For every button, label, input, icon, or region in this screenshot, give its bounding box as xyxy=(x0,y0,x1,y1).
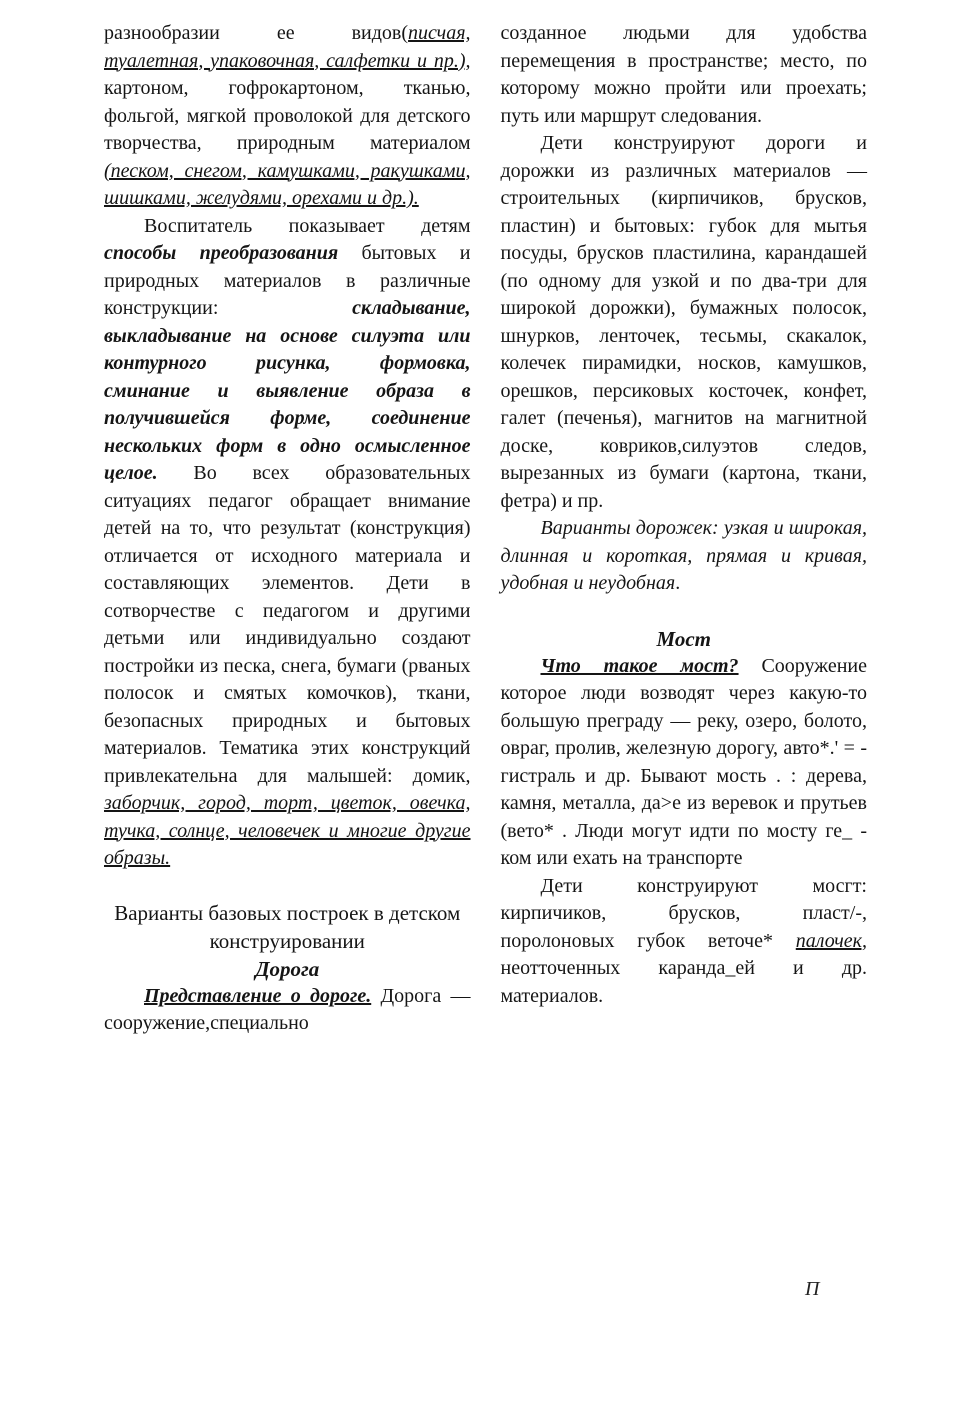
text-run: . xyxy=(675,572,681,594)
paragraph xyxy=(104,983,471,1038)
centered-caption xyxy=(104,899,471,955)
section-heading xyxy=(104,955,471,983)
text-run: палочек, xyxy=(795,929,867,952)
paragraph xyxy=(501,873,868,1011)
text-run: Мост xyxy=(656,626,712,651)
text-run: (песком, снегом, камушками, ракушками, шишками, желудями, орехами и др.). xyxy=(104,159,471,209)
paragraph xyxy=(501,653,868,873)
text-run: картоном, гофрокартоном, тканью, фольгой, мягкой проволокой для детского творчества, природным материалом xyxy=(104,77,471,154)
text-run: разнообразии ее видов( xyxy=(104,22,409,44)
paragraph xyxy=(501,130,868,515)
text-run: неотточенных каранда_ей и др. материалов. xyxy=(500,957,867,1007)
text-run: Дорога xyxy=(255,956,320,981)
text-run: Сооружение которое люди возводят через какую-то большую преграду — реку, озеро, болото, овраг, пролив, железную дорогу, авто*.' = - гистраль и др. Бывают мость . : дерева, камня, металла, да>е из веревок и прутьев (вето* . Люди могут идти по мосту ге_ - ком или ехать на транспорте xyxy=(500,654,867,869)
paragraph xyxy=(104,20,471,213)
text-run: бытовых и природных материалов в различные конструкции: xyxy=(104,242,471,319)
text-run: Воспитатель показывает детям xyxy=(144,214,471,237)
paragraph xyxy=(501,20,868,130)
text-run: Варианты дорожек: узкая и широкая, длинная и короткая, прямая и кривая, удобная и неудобная xyxy=(500,517,867,594)
text-run: писчая, туалетная, упаковочная, салфетки и пр.), xyxy=(104,22,471,72)
paragraph xyxy=(501,515,868,598)
text-run: заборчик, город, торт, цветок, овечка, тучка, солнце, человечек и многие другие образы. xyxy=(104,792,471,869)
paragraph xyxy=(104,213,471,873)
text-run: Во всех образовательных ситуациях педагог обращает внимание детей на то, что результат (конструкция) отличается от исходного материала и составляющих элементов. Дети в сотворчестве с педагогом и другими детьми или индивидуально создают постройки из песка, снега, бумаги (рваных полосок и смятых комочков), ткани, безопасных природных и бытовых материалов. Тематика этих конструкций привлекательна для малышей: домик, xyxy=(104,462,471,787)
left-column xyxy=(104,20,471,1038)
text-run: Что такое мост? xyxy=(540,654,739,677)
text-run: Варианты базовых построек в детском конструировании xyxy=(114,900,461,953)
text-run: способы преобразования xyxy=(104,242,339,264)
page-footer: П xyxy=(805,1278,820,1300)
text-run: Дети конструируют дороги и дорожки из различных материалов — строительных (кирпичиков, брусков, пластин) и бытовых: губок для мытья посуды, брусков пластилина, карандашей (по одному для узкой и по два-три для широкой дорожки), бумажных полосок, шнурков, ленточек, тесьмы, скакалок, колечек пирамидки, носков, камушков, орешков, персиковых косточек, конфет, галет (печенья), магнитов на магнитной доске, ковриков,силуэтов следов, вырезанных из бумаги (картона, ткани, фетра) и пр. xyxy=(500,132,867,512)
text-run: Дорога — сооружение,специально xyxy=(104,984,471,1034)
text-run: Представление о дороге. xyxy=(144,984,372,1007)
right-column xyxy=(501,20,868,1038)
text-run: складывание, выкладывание на основе силуэта или контурного рисунка, формовка, сминание и выявление образа в получившейся форме, соединение нескольких форм в одно осмысленное целое. xyxy=(104,297,471,484)
text-run: созданное людьми для удобства перемещения в пространстве; место, по которому можно пройти или проехать; путь или маршрут следования. xyxy=(500,22,867,127)
section-heading xyxy=(501,625,868,653)
text-run: Дети конструируют мосгт: кирпичиков, брусков, пласт/-, поролоновых губок веточе* xyxy=(500,874,867,952)
